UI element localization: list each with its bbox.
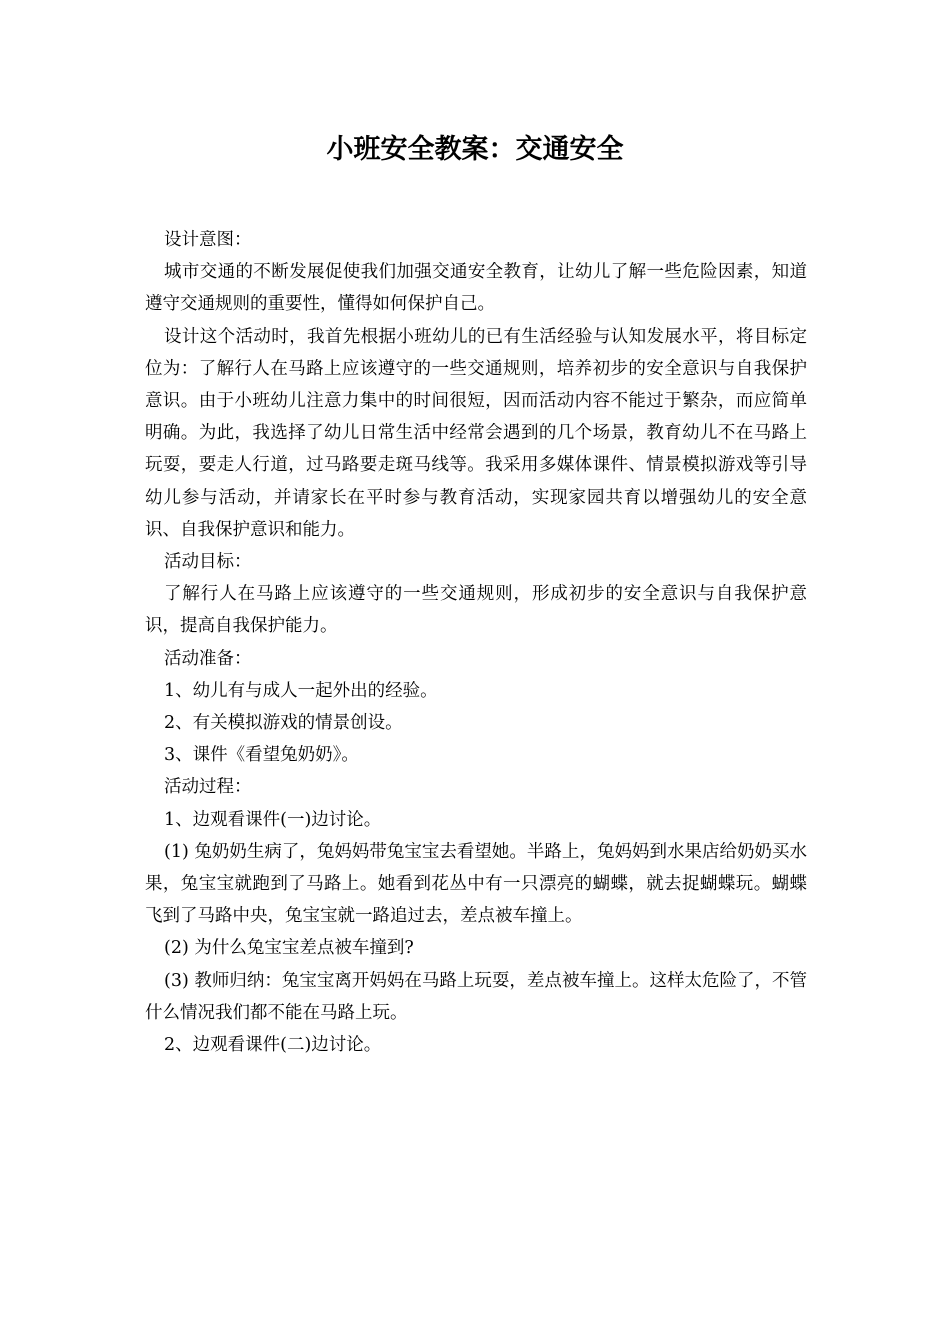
paragraph-design-intent-2: 设计这个活动时，我首先根据小班幼儿的已有生活经验与认知发展水平，将目标定位为：了解行人在马路上应该遵守的一些交通规则，培养初步的安全意识与自我保护意识。由于小班幼儿注意力集中的时间很短，因而活动内容不能过于繁杂，而应简单明确。为此，我选择了幼儿日常生活中经常会遇到的几个场景，教育幼儿不在马路上玩耍，要走人行道，过马路要走斑马线等。我采用多媒体课件、情景模拟游戏等引导幼儿参与活动，并请家长在平时参与教育活动，实现家园共育以增强幼儿的安全意识、自我保护意识和能力。 xyxy=(145,326,807,540)
paragraph-preparation-2: 2、有关模拟游戏的情景创设。 xyxy=(164,713,403,734)
paragraph-design-intent-1: 城市交通的不断发展促使我们加强交通安全教育，让幼儿了解一些危险因素，知道遵守交通规则的重要性，懂得如何保护自己。 xyxy=(145,262,807,315)
paragraph-design-intent-heading: 设计意图： xyxy=(164,230,252,250)
paragraph-process-step-2: 2、边观看课件(二)边讨论。 xyxy=(164,1035,382,1056)
paragraph-process-step-1-1: (1) 兔奶奶生病了，兔妈妈带兔宝宝去看望她。半路上，兔妈妈到水果店给奶奶买水果，兔宝宝就跑到了马路上。她看到花丛中有一只漂亮的蝴蝶，就去捉蝴蝶玩。蝴蝶飞到了马路中央，兔宝宝就一路追过去，差点被车撞上。 xyxy=(145,841,807,927)
paragraph-goals-heading: 活动目标： xyxy=(164,552,252,573)
paragraph-preparation-heading: 活动准备： xyxy=(164,648,252,669)
document-body xyxy=(145,224,807,1061)
paragraph-preparation-3: 3、课件《看望兔奶奶》。 xyxy=(164,745,359,766)
paragraph-process-heading: 活动过程： xyxy=(164,777,252,798)
document-title: 小班安全教案：交通安全 xyxy=(326,134,624,165)
paragraph-preparation-1: 1、幼儿有与成人一起外出的经验。 xyxy=(164,680,438,701)
paragraph-process-step-1-3: (3) 教师归纳：兔宝宝离开妈妈在马路上玩耍，差点被车撞上。这样太危险了，不管什么情况我们都不能在马路上玩。 xyxy=(145,970,807,1023)
paragraph-process-step-1: 1、边观看课件(一)边讨论。 xyxy=(164,809,382,830)
paragraph-goals: 了解行人在马路上应该遵守的一些交通规则，形成初步的安全意识与自我保护意识，提高自我保护能力。 xyxy=(145,584,807,637)
paragraph-process-step-1-2: (2) 为什么兔宝宝差点被车撞到? xyxy=(164,938,414,959)
